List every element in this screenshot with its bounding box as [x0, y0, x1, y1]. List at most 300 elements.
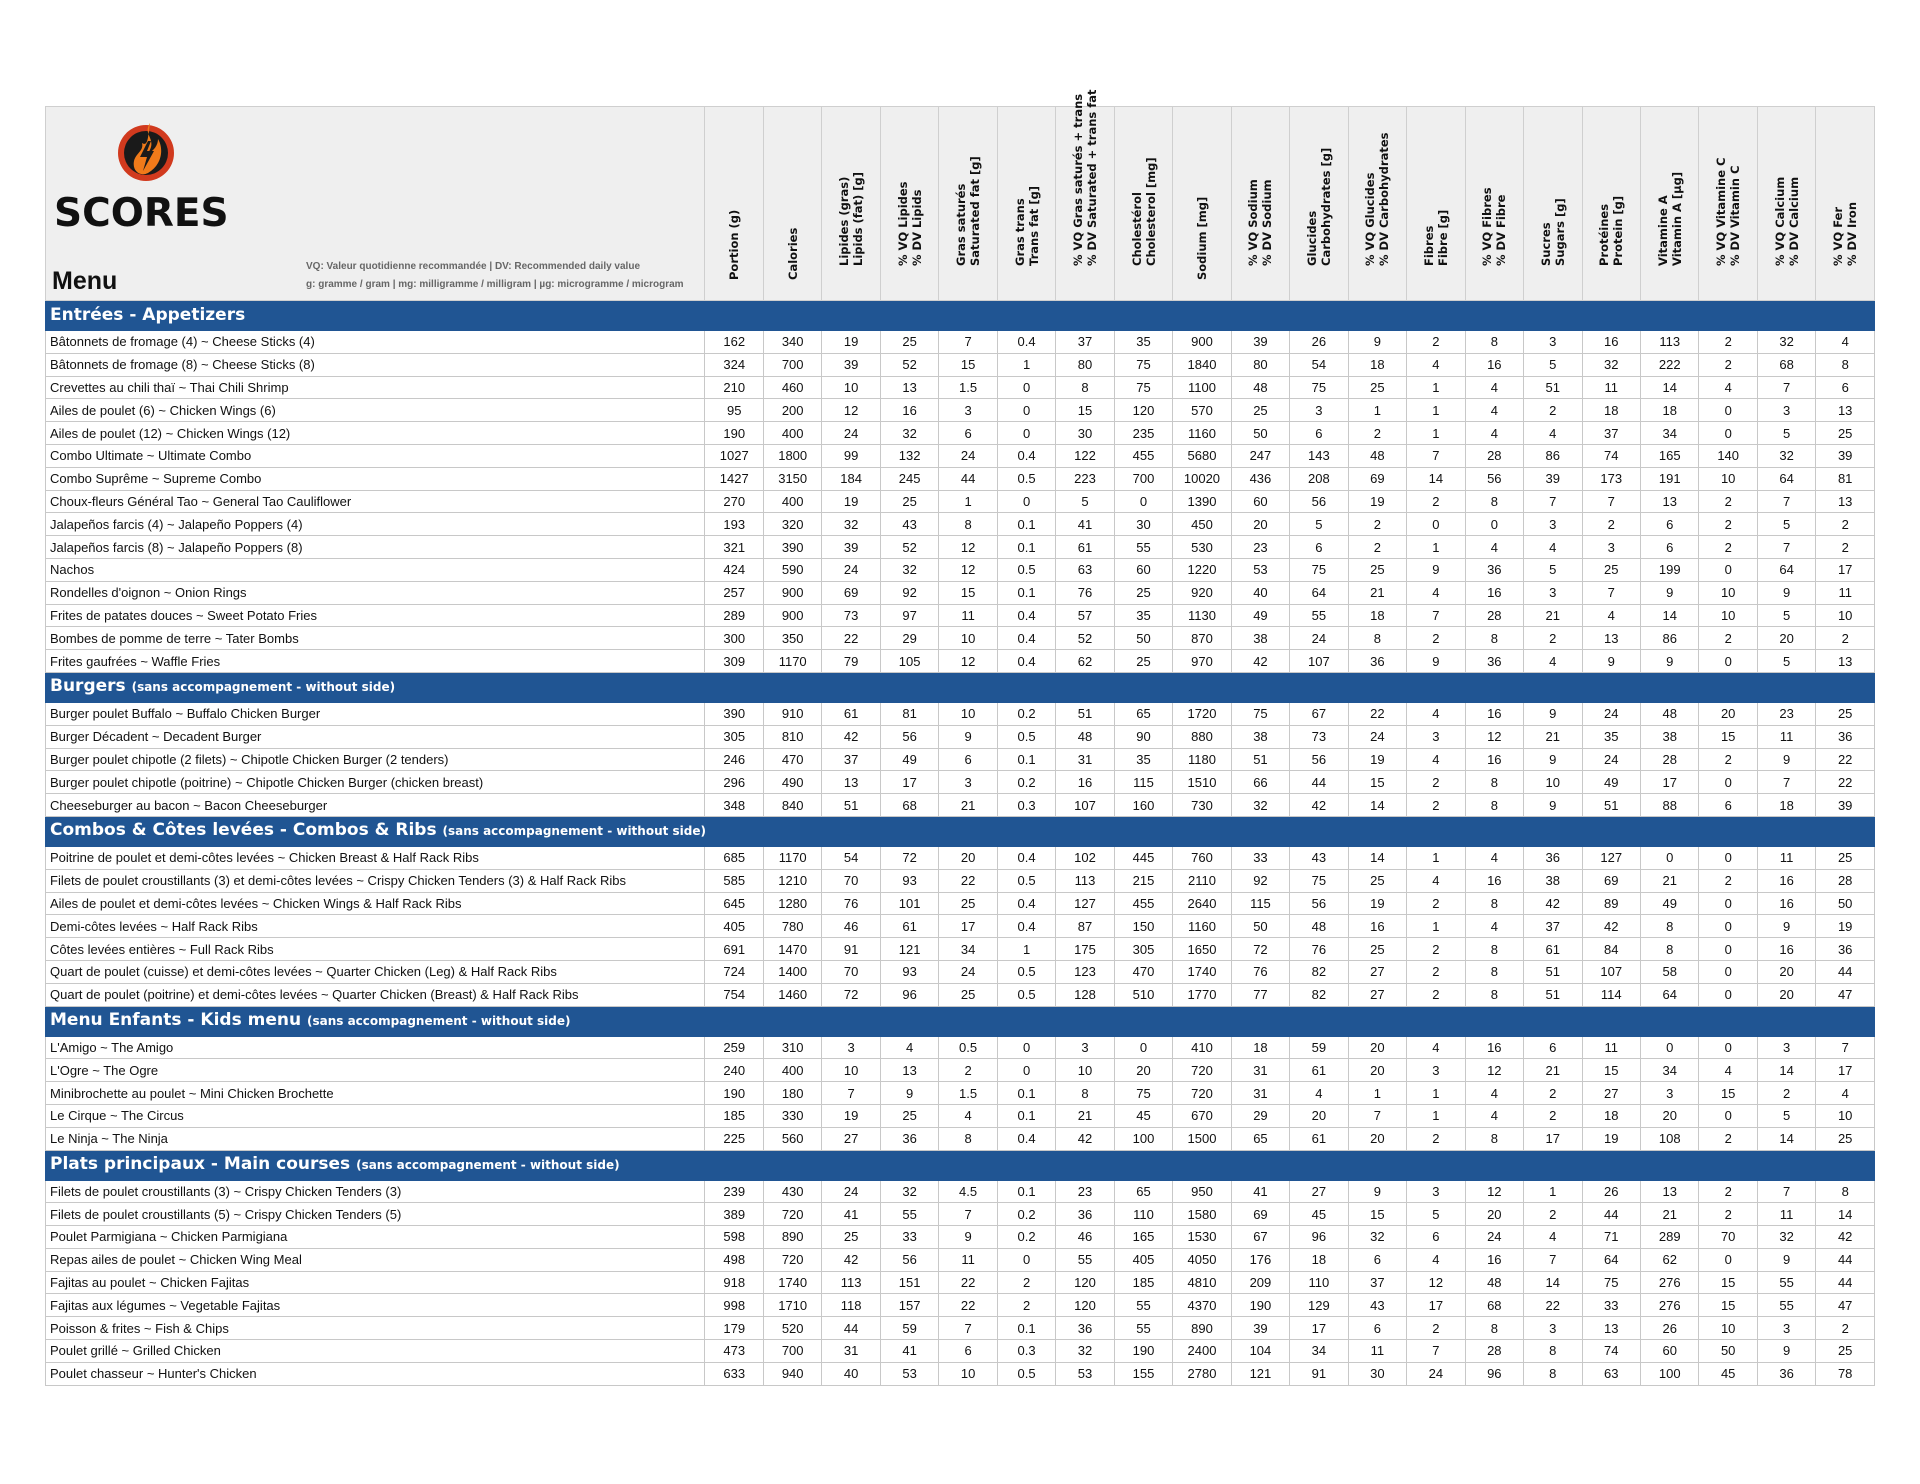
- nutrient-value: 24: [822, 558, 880, 581]
- nutrient-value: 11: [1757, 846, 1815, 869]
- nutrient-value: 17: [1407, 1294, 1465, 1317]
- nutrient-value: 3: [1524, 331, 1582, 354]
- nutrient-value: 90: [1114, 725, 1172, 748]
- nutrient-value: 2: [1816, 627, 1875, 650]
- nutrient-value: 289: [1640, 1226, 1698, 1249]
- nutrient-value: 20: [1757, 983, 1815, 1006]
- nutrient-value: 70: [822, 960, 880, 983]
- section-header-row: [46, 1150, 1875, 1180]
- nutrient-value: 4: [1465, 536, 1523, 559]
- nutrient-value: 64: [1757, 467, 1815, 490]
- nutrient-value: 4: [1582, 604, 1640, 627]
- nutrient-value: 155: [1114, 1362, 1172, 1385]
- nutrient-value: 3: [1524, 581, 1582, 604]
- nutrient-value: 8: [1816, 353, 1875, 376]
- nutrient-value: 2: [1407, 771, 1465, 794]
- nutrient-value: 16: [1465, 869, 1523, 892]
- column-header-line: Fibre [g]: [1435, 209, 1450, 266]
- nutrient-value: 1740: [1173, 960, 1231, 983]
- nutrient-value: 1470: [763, 938, 821, 961]
- nutrient-value: 72: [822, 983, 880, 1006]
- nutrient-value: 259: [705, 1036, 763, 1059]
- column-header-label: [727, 210, 741, 280]
- nutrient-value: 970: [1173, 650, 1231, 673]
- nutrient-value: 200: [763, 399, 821, 422]
- nutrient-value: 160: [1114, 794, 1172, 817]
- nutrient-value: 2: [1699, 513, 1757, 536]
- nutrient-value: 1580: [1173, 1203, 1231, 1226]
- nutrient-value: 0: [1699, 1248, 1757, 1271]
- nutrient-value: 76: [822, 892, 880, 915]
- nutrient-value: 34: [1640, 1059, 1698, 1082]
- nutrient-value: 4.5: [939, 1180, 997, 1203]
- item-name: Le Ninja ~ The Ninja: [46, 1127, 705, 1150]
- nutrient-value: 70: [1699, 1226, 1757, 1249]
- nutrient-value: 0.4: [997, 444, 1055, 467]
- nutrient-value: 42: [822, 1248, 880, 1271]
- column-header-line: Protéines: [1597, 203, 1612, 266]
- nutrient-value: 7: [1407, 444, 1465, 467]
- nutrient-value: 92: [1231, 869, 1289, 892]
- nutrient-value: 1: [1407, 846, 1465, 869]
- section-title: Menu Enfants - Kids menu: [50, 1010, 302, 1031]
- nutrient-value: 96: [880, 983, 938, 1006]
- nutrient-value: 436: [1231, 467, 1289, 490]
- nutrient-value: 1: [1407, 399, 1465, 422]
- nutrient-value: 490: [763, 771, 821, 794]
- nutrient-value: 25: [939, 892, 997, 915]
- nutrient-value: 19: [822, 331, 880, 354]
- nutrient-value: 2: [939, 1059, 997, 1082]
- nutrient-value: 28: [1465, 604, 1523, 627]
- nutrient-value: 71: [1582, 1226, 1640, 1249]
- nutrient-value: 48: [1465, 1271, 1523, 1294]
- column-header-label: [896, 181, 924, 266]
- nutrient-value: 1: [997, 353, 1055, 376]
- nutrient-value: 2: [1699, 1180, 1757, 1203]
- nutrient-value: 199: [1640, 558, 1698, 581]
- nutrient-value: 210: [705, 376, 763, 399]
- nutrient-value: 405: [1114, 1248, 1172, 1271]
- nutrient-value: 76: [1231, 960, 1289, 983]
- nutrient-value: 6: [1699, 794, 1757, 817]
- item-name: Choux-fleurs Général Tao ~ General Tao Cauliflower: [46, 490, 705, 513]
- nutrient-value: 2: [1524, 399, 1582, 422]
- nutrient-value: 54: [1290, 353, 1348, 376]
- nutrient-value: 700: [763, 353, 821, 376]
- nutrient-value: 0: [1407, 513, 1465, 536]
- nutrient-value: 5: [1524, 558, 1582, 581]
- nutrient-value: 41: [1231, 1180, 1289, 1203]
- column-header-line: % DV Iron: [1845, 201, 1860, 266]
- brand-name: SCORES: [54, 191, 229, 236]
- nutrient-value: 400: [763, 1059, 821, 1082]
- table-row: [46, 1362, 1875, 1385]
- table-row: [46, 846, 1875, 869]
- nutrient-value: 42: [1231, 650, 1289, 673]
- nutrient-value: 36: [1524, 846, 1582, 869]
- nutrient-value: 780: [763, 915, 821, 938]
- nutrient-value: 15: [1699, 1294, 1757, 1317]
- nutrient-value: 450: [1173, 513, 1231, 536]
- nutrient-value: 61: [822, 702, 880, 725]
- nutrient-value: 3: [939, 399, 997, 422]
- nutrient-value: 920: [1173, 581, 1231, 604]
- nutrient-value: 7: [1407, 1340, 1465, 1363]
- nutrient-value: 63: [1582, 1362, 1640, 1385]
- nutrient-value: 424: [705, 558, 763, 581]
- nutrient-value: 25: [1348, 869, 1406, 892]
- nutrient-value: 69: [1231, 1203, 1289, 1226]
- nutrient-value: 0.5: [997, 1362, 1055, 1385]
- column-header-line: % VQ Sodium: [1246, 179, 1261, 266]
- item-name: Crevettes au chili thaï ~ Thai Chili Shrimp: [46, 376, 705, 399]
- nutrient-value: 11: [1582, 1036, 1640, 1059]
- nutrient-value: 3: [1757, 1036, 1815, 1059]
- nutrient-value: 8: [1465, 1127, 1523, 1150]
- nutrient-value: 65: [1114, 1180, 1172, 1203]
- nutrient-value: 173: [1582, 467, 1640, 490]
- nutrient-value: 2: [997, 1294, 1055, 1317]
- nutrient-value: 52: [880, 536, 938, 559]
- nutrient-value: 18: [1348, 604, 1406, 627]
- nutrient-value: 2: [1757, 1082, 1815, 1105]
- nutrient-value: 310: [763, 1036, 821, 1059]
- nutrient-value: 460: [763, 376, 821, 399]
- nutrient-value: 20: [1699, 702, 1757, 725]
- nutrient-value: 127: [1056, 892, 1114, 915]
- nutrient-value: 8: [1465, 1317, 1523, 1340]
- nutrient-value: 5680: [1173, 444, 1231, 467]
- item-name: Repas ailes de poulet ~ Chicken Wing Meal: [46, 1248, 705, 1271]
- nutrient-value: 115: [1114, 771, 1172, 794]
- table-row: [46, 467, 1875, 490]
- column-header: [1407, 107, 1465, 301]
- nutrient-value: 910: [763, 702, 821, 725]
- nutrient-value: 82: [1290, 983, 1348, 1006]
- nutrient-value: 22: [1816, 771, 1875, 794]
- nutrient-value: 80: [1231, 353, 1289, 376]
- nutrient-value: 0.1: [997, 581, 1055, 604]
- nutrient-value: 4: [1407, 353, 1465, 376]
- nutrient-value: 289: [705, 604, 763, 627]
- nutrient-value: 900: [763, 581, 821, 604]
- nutrient-value: 53: [880, 1362, 938, 1385]
- column-header-line: % DV Carbohydrates: [1377, 132, 1392, 266]
- nutrient-value: 720: [763, 1203, 821, 1226]
- nutrient-value: 0.4: [997, 650, 1055, 673]
- nutrient-value: 25: [1114, 650, 1172, 673]
- nutrient-value: 11: [939, 604, 997, 627]
- nutrient-value: 296: [705, 771, 763, 794]
- nutrient-value: 0.5: [997, 558, 1055, 581]
- nutrient-value: 324: [705, 353, 763, 376]
- nutrient-value: 50: [1114, 627, 1172, 650]
- nutrient-value: 157: [880, 1294, 938, 1317]
- nutrient-value: 730: [1173, 794, 1231, 817]
- nutrient-value: 32: [1231, 794, 1289, 817]
- column-header: [1640, 107, 1698, 301]
- nutrient-value: 321: [705, 536, 763, 559]
- table-row: [46, 869, 1875, 892]
- nutrient-value: 6: [1290, 536, 1348, 559]
- nutrient-value: 7: [939, 331, 997, 354]
- nutrient-value: 10: [822, 376, 880, 399]
- nutrient-value: 754: [705, 983, 763, 1006]
- nutrient-value: 50: [1699, 1340, 1757, 1363]
- nutrient-value: 14: [1348, 846, 1406, 869]
- column-header-label: [1831, 202, 1859, 266]
- nutrient-value: 3150: [763, 467, 821, 490]
- table-row: [46, 353, 1875, 376]
- menu-title: Menu: [52, 267, 118, 295]
- nutrient-value: 276: [1640, 1294, 1698, 1317]
- section-title: Combos & Côtes levées - Combos & Ribs: [50, 820, 437, 841]
- nutrient-value: 191: [1640, 467, 1698, 490]
- item-name: Ailes de poulet et demi-côtes levées ~ Chicken Wings & Half Rack Ribs: [46, 892, 705, 915]
- nutrient-value: 4: [1407, 748, 1465, 771]
- nutrient-value: 43: [880, 513, 938, 536]
- nutrient-value: 4: [1407, 581, 1465, 604]
- nutrient-value: 2: [1524, 627, 1582, 650]
- nutrient-value: 20: [1348, 1059, 1406, 1082]
- nutrient-value: 42: [1524, 892, 1582, 915]
- nutrient-value: 1027: [705, 444, 763, 467]
- nutrient-value: 700: [1114, 467, 1172, 490]
- nutrient-value: 57: [1056, 604, 1114, 627]
- nutrient-value: 32: [1757, 444, 1815, 467]
- nutrient-value: 2110: [1173, 869, 1231, 892]
- nutrient-value: 5: [1757, 1104, 1815, 1127]
- item-name: L'Amigo ~ The Amigo: [46, 1036, 705, 1059]
- flame-logo-icon: [114, 117, 178, 185]
- column-header-label: [1305, 148, 1333, 266]
- nutrient-value: 1720: [1173, 702, 1231, 725]
- nutrient-value: 48: [1056, 725, 1114, 748]
- nutrient-value: 118: [822, 1294, 880, 1317]
- nutrient-value: 60: [1114, 558, 1172, 581]
- nutrient-value: 122: [1056, 444, 1114, 467]
- nutrient-value: 53: [1056, 1362, 1114, 1385]
- nutrient-value: 50: [1231, 422, 1289, 445]
- nutrient-value: 49: [1582, 771, 1640, 794]
- nutrient-value: 24: [822, 1180, 880, 1203]
- nutrient-value: 121: [880, 938, 938, 961]
- nutrient-value: 37: [822, 748, 880, 771]
- nutrient-value: 44: [822, 1317, 880, 1340]
- nutrient-value: 0: [1699, 1104, 1757, 1127]
- column-header-line: Gras trans: [1012, 198, 1027, 266]
- nutrient-value: 16: [1465, 353, 1523, 376]
- nutrient-value: 70: [822, 869, 880, 892]
- item-name: Minibrochette au poulet ~ Mini Chicken Brochette: [46, 1082, 705, 1105]
- nutrient-value: 0.5: [997, 960, 1055, 983]
- nutrient-value: 2: [1407, 1127, 1465, 1150]
- item-name: Frites de patates douces ~ Sweet Potato Fries: [46, 604, 705, 627]
- nutrient-value: 36: [1465, 650, 1523, 673]
- nutrient-value: 26: [1640, 1317, 1698, 1340]
- table-row: [46, 536, 1875, 559]
- nutrient-value: 93: [880, 869, 938, 892]
- column-header-label: [1714, 158, 1742, 266]
- nutrient-value: 107: [1290, 650, 1348, 673]
- nutrient-value: 1160: [1173, 422, 1231, 445]
- nutrient-value: 48: [1640, 702, 1698, 725]
- nutrient-value: 890: [763, 1226, 821, 1249]
- nutrient-value: 585: [705, 869, 763, 892]
- column-header-line: % DV Vitamin C: [1728, 165, 1743, 266]
- nutrient-value: 3: [822, 1036, 880, 1059]
- nutrient-value: 2400: [1173, 1340, 1231, 1363]
- nutrient-value: 105: [880, 650, 938, 673]
- nutrient-value: 24: [1290, 627, 1348, 650]
- nutrient-value: 27: [1348, 960, 1406, 983]
- table-row: [46, 960, 1875, 983]
- nutrient-value: 470: [763, 748, 821, 771]
- item-name: Filets de poulet croustillants (3) ~ Crispy Chicken Tenders (3): [46, 1180, 705, 1203]
- nutrient-value: 190: [705, 1082, 763, 1105]
- nutrient-value: 19: [822, 1104, 880, 1127]
- nutrient-value: 1770: [1173, 983, 1231, 1006]
- nutrient-value: 5: [1757, 422, 1815, 445]
- nutrient-value: 560: [763, 1127, 821, 1150]
- table-row: [46, 794, 1875, 817]
- nutrient-value: 9: [1524, 794, 1582, 817]
- nutrient-value: 35: [1114, 604, 1172, 627]
- nutrient-value: 12: [939, 650, 997, 673]
- nutrient-value: 9: [1640, 581, 1698, 604]
- table-row: [46, 1127, 1875, 1150]
- nutrient-value: 4: [1524, 1226, 1582, 1249]
- nutrient-value: 0: [1640, 1036, 1698, 1059]
- nutrient-value: 320: [763, 513, 821, 536]
- nutrient-value: 22: [939, 869, 997, 892]
- nutrient-value: 6: [1407, 1226, 1465, 1249]
- nutrient-value: 8: [1640, 938, 1698, 961]
- nutrient-value: 498: [705, 1248, 763, 1271]
- nutrient-value: 45: [1699, 1362, 1757, 1385]
- nutrient-value: 12: [939, 536, 997, 559]
- nutrient-value: 1: [1407, 376, 1465, 399]
- nutrient-value: 143: [1290, 444, 1348, 467]
- nutrient-value: 3: [1407, 1180, 1465, 1203]
- section-header: [46, 672, 1875, 702]
- nutrient-value: 15: [1348, 1203, 1406, 1226]
- nutrient-value: 13: [1582, 1317, 1640, 1340]
- nutrient-value: 700: [763, 1340, 821, 1363]
- nutrient-value: 165: [1640, 444, 1698, 467]
- item-name: Frites gaufrées ~ Waffle Fries: [46, 650, 705, 673]
- nutrient-value: 4: [1465, 1104, 1523, 1127]
- nutrient-value: 2: [1524, 1203, 1582, 1226]
- nutrient-value: 720: [1173, 1059, 1231, 1082]
- nutrient-value: 215: [1114, 869, 1172, 892]
- nutrient-value: 1.5: [939, 1082, 997, 1105]
- nutrient-value: 8: [1465, 490, 1523, 513]
- nutrient-value: 590: [763, 558, 821, 581]
- nutrient-value: 2: [1407, 331, 1465, 354]
- nutrient-value: 81: [880, 702, 938, 725]
- nutrient-value: 24: [822, 422, 880, 445]
- nutrient-value: 645: [705, 892, 763, 915]
- nutrient-value: 36: [1816, 725, 1875, 748]
- nutrient-value: 10: [1699, 467, 1757, 490]
- nutrient-value: 10: [822, 1059, 880, 1082]
- nutrient-value: 33: [1231, 846, 1289, 869]
- nutrient-value: 16: [1465, 702, 1523, 725]
- table-row: [46, 1340, 1875, 1363]
- nutrient-value: 2: [1524, 1082, 1582, 1105]
- nutrient-value: 55: [1290, 604, 1348, 627]
- nutrient-value: 32: [822, 513, 880, 536]
- nutrient-value: 21: [1524, 725, 1582, 748]
- nutrient-value: 10: [1056, 1059, 1114, 1082]
- nutrient-value: 49: [880, 748, 938, 771]
- nutrient-value: 51: [1056, 702, 1114, 725]
- item-name: Burger poulet Buffalo ~ Buffalo Chicken Burger: [46, 702, 705, 725]
- nutrient-value: 13: [1816, 399, 1875, 422]
- nutrient-value: 22: [1524, 1294, 1582, 1317]
- column-header-line: Saturated fat [g]: [968, 156, 983, 266]
- nutrient-value: 81: [1816, 467, 1875, 490]
- nutrient-value: 8: [1465, 331, 1523, 354]
- nutrient-value: 4: [1407, 869, 1465, 892]
- nutrient-value: 340: [763, 331, 821, 354]
- nutrient-value: 59: [1290, 1036, 1348, 1059]
- nutrient-value: 1460: [763, 983, 821, 1006]
- item-name: Côtes levées entières ~ Full Rack Ribs: [46, 938, 705, 961]
- nutrient-value: 44: [1816, 1271, 1875, 1294]
- nutrient-value: 0.1: [997, 1104, 1055, 1127]
- nutrient-value: 350: [763, 627, 821, 650]
- nutrient-value: 0: [1699, 771, 1757, 794]
- nutrient-value: 0: [997, 376, 1055, 399]
- nutrient-value: 162: [705, 331, 763, 354]
- nutrient-value: 92: [880, 581, 938, 604]
- nutrient-value: 99: [822, 444, 880, 467]
- item-name: Poulet grillé ~ Grilled Chicken: [46, 1340, 705, 1363]
- nutrient-value: 8: [1056, 1082, 1114, 1105]
- nutrient-value: 32: [1757, 1226, 1815, 1249]
- nutrient-value: 9: [1524, 702, 1582, 725]
- nutrient-value: 37: [1582, 422, 1640, 445]
- section-header: [46, 301, 1875, 331]
- nutrient-value: 8: [1465, 960, 1523, 983]
- nutrient-value: 55: [1757, 1271, 1815, 1294]
- nutrient-value: 2: [1348, 536, 1406, 559]
- table-row: [46, 1104, 1875, 1127]
- nutrient-value: 75: [1290, 558, 1348, 581]
- table-row: [46, 650, 1875, 673]
- nutrient-value: 21: [1640, 1203, 1698, 1226]
- column-header-line: Sodium [mg]: [1194, 196, 1209, 280]
- nutrient-value: 86: [1640, 627, 1698, 650]
- column-header-line: Protein [g]: [1611, 195, 1626, 266]
- nutrient-value: 222: [1640, 353, 1698, 376]
- nutrient-value: 445: [1114, 846, 1172, 869]
- nutrient-value: 36: [1348, 650, 1406, 673]
- nutrient-value: 30: [1114, 513, 1172, 536]
- nutrient-value: 15: [1699, 725, 1757, 748]
- section-header-row: [46, 816, 1875, 846]
- nutrient-value: 3: [1757, 399, 1815, 422]
- nutrient-value: 42: [1582, 915, 1640, 938]
- nutrient-value: 23: [1056, 1180, 1114, 1203]
- section-header-row: [46, 672, 1875, 702]
- nutrient-value: 0.4: [997, 331, 1055, 354]
- nutrient-value: 19: [1816, 915, 1875, 938]
- nutrient-value: 21: [1056, 1104, 1114, 1127]
